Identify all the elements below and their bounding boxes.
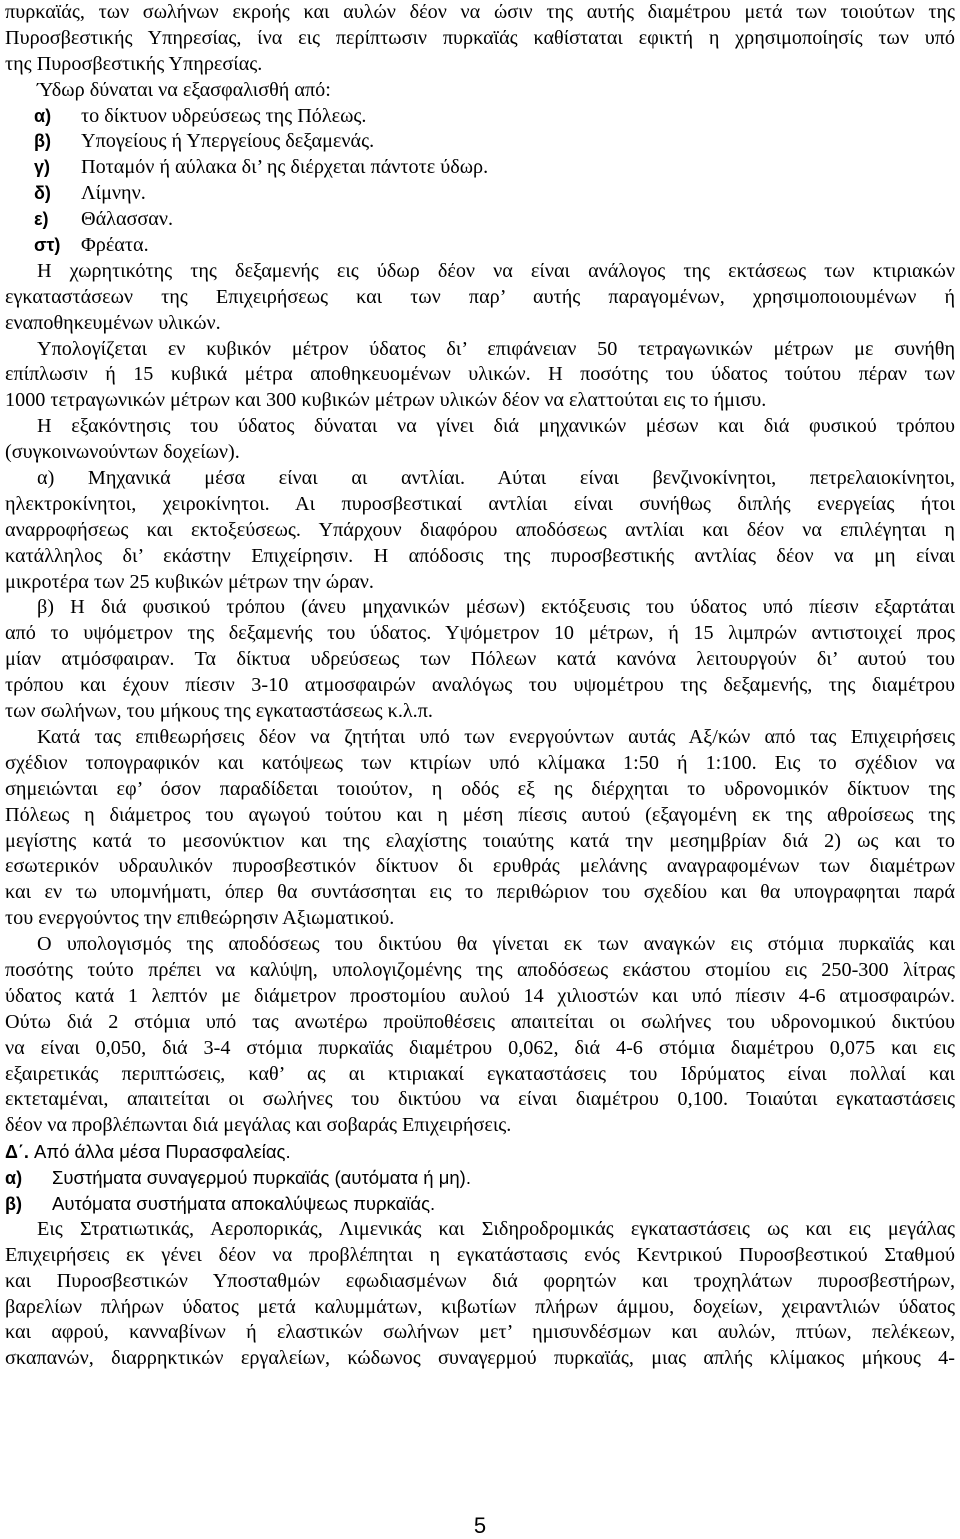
text-line: Επιχειρήσεις εκ γένει δέον να προβλέπηται η εγκατάστασις ενός Κεντρικού Πυροσβεστικού Σταθμού (5, 1243, 955, 1266)
section-label: Δ΄. (5, 1142, 29, 1163)
text-line: Εις Στρατιωτικάς, Αεροπορικάς, Λιμενικάς και Σιδηροδρομικάς εγκαταστάσεις ως και εις μεγάλας (37, 1217, 955, 1240)
list-item (5, 129, 955, 155)
text-line: Πυροσβεστικής Υπηρεσίας, ίνα εις περίπτωσιν πυρκαϊάς καθίσταται εφικτή η χρησιμοποίησίς των υπό (5, 26, 955, 49)
text-line: να είναι 0,050, διά 3-4 στόμια πυρκαϊάς διαμέτρου 0,062, διά 4-6 στόμια διαμέτρου 0,075 και εις (5, 1036, 955, 1059)
text-line: εσωτερικόν υδραυλικόν πυροσβεστικόν δίκτυον δι ερυθράς μελάνης αναγραφομένων των διαμέτρων (5, 855, 955, 878)
list-text: το δίκτυον υδρεύσεως της Πόλεως. (81, 104, 367, 127)
text-line: ύδατος κατά 1 λεπτόν με διάμετρον προστομίου αυλού 14 χιλιοστών και υπό πίεσιν 4-6 ατμοσφαιρών. (5, 984, 955, 1007)
text-line: σχέδιον τοπογραφικόν και κατόψεως των κτιρίων υπό κλίμακα 1:50 ή 1:100. Εις το σχέδιον να (5, 751, 955, 774)
list-text: Αυτόματα συστήματα αποκαλύψεως πυρκαϊάς. (52, 1192, 436, 1214)
text-line: ηλεκτροκίνητοι, χειροκίνητοι. Αι πυροσβεστικαί αντλίαι είναι συνήθως διπλής ενεργείας ήτοι (5, 492, 955, 515)
text-line: Κατά τας επιθεωρήσεις δέον να ζητήται υπό των ενεργούντων αυτάς Αξ/κών από τας Επιχειρήσεις (37, 725, 955, 748)
text-line: και εν τω υπομνήματι, όπερ θα συντάσσηται εις το περιθώριον του σχεδίου και θα υπογραφηται παρά (5, 881, 955, 904)
list-label: α) (34, 105, 52, 126)
text-line: μικροτέρα των 25 κυβικών μέτρων την ώραν. (5, 570, 374, 593)
text-line: σκαπανών, διαρρηκτικών εργαλείων, κώδωνος συναγερμού πυρκαϊάς, μιας απλής κλίμακος μήκους 4- (5, 1347, 955, 1370)
text-line: α) Μηχανικά μέσα είναι αι αντλίαι. Αύται είναι βενζινοκίνητοι, πετρελαιοκίνητοι, (37, 467, 955, 490)
text-line: κατάλληλος δι’ εκάστην Επιχείρησιν. Η απόδοσις της πυροσβεστικής αντλίας δέον να μη είναι (5, 544, 955, 567)
text-line: δέον να προβλέπωνται διά μεγάλας και σοβαράς Επιχειρήσεις. (5, 1114, 512, 1137)
text-line: Πόλεως η διάμετρος του αγωγού τούτου και η μέση πίεσις αυτού (εξαγομένη εκ της αθροίσεως της (5, 803, 955, 826)
section-heading (5, 1139, 955, 1165)
page-number: 5 (473, 1513, 487, 1538)
list-item (5, 104, 955, 130)
text-line: των σωλήνων, του μήκους της εγκαταστάσεως κ.λ.π. (5, 700, 433, 723)
list-item (5, 207, 955, 233)
text-line: εναποθηκευμένων υλικών. (5, 311, 221, 334)
list-text: Υπογείους ή Υπεργείους δεξαμενάς. (81, 130, 375, 153)
text-line: αναρροφήσεως και εκτοξεύσεως. Υπάρχουν διαφόρου αποδόσεως αντλίαι και δέον να επιλέγηται η (5, 518, 955, 541)
text-line: μίαν ατμόσφαιραν. Τα δίκτυα υδρεύσεως των Πόλεων κατά κανόνα λειτουργούν δι’ αυτού του (5, 648, 955, 671)
list-label: ε) (34, 209, 49, 230)
list-label: γ) (34, 157, 51, 178)
text-line: Ούτω διά 2 στόμια υπό τας ανωτέρω προϋποθέσεις απαιτείται οι σωλήνες του υδρονομικού δικτύου (5, 1010, 955, 1033)
list-item (5, 155, 955, 181)
list-label: β) (34, 131, 51, 152)
text-line: και Πυροσβεστικών Υποσταθμών εφωδιασμένων διά φορητών και τροχηλάτων πυροσβεστήρων, (5, 1269, 955, 1292)
list-item (5, 1165, 955, 1191)
text-line: τρόπου και έχουν πίεσιν 3-10 ατμοσφαιρών αναλόγως του υψομέτρου της δεξαμενής, της διαμέτρου (5, 674, 955, 697)
text-line: εκτεταμέναι, απαιτείται οι σωλήνες του δικτύου να είναι διαμέτρου 0,100. Τοιαύται εγκαταστάσεις (5, 1088, 955, 1111)
text-line: μεγίστης κατά το μεσονύκτιον και της ελαχίστης τοιαύτης κατά την μεσημβρίαν διά 2) ως και το (5, 829, 955, 852)
list-text: Φρέατα. (81, 234, 149, 257)
text-line: (συγκοινωνούντων δοχείων). (5, 441, 240, 464)
list-label: στ) (34, 235, 61, 256)
text-line: 1000 τετραγωνικών μέτρων και 300 κυβικών μέτρων υλικών δέον να ελαττούται εις το ήμισυ. (5, 389, 767, 412)
text-line: ποσότης τούτο πρέπει να καλύψη, υπολογιζομένης της αποδόσεως εκάστου στομίου εις 250-300 λίτρας (5, 958, 955, 981)
text-line: Η χωρητικότης της δεξαμενής εις ύδωρ δέον να είναι ανάλογος της εκτάσεως των κτιριακών (37, 259, 955, 282)
text-line: Η εξακόντησις του ύδατος δύναται να γίνει διά μηχανικών μέσων και διά φυσικού τρόπου (37, 415, 955, 438)
list-item (5, 233, 955, 259)
list-label: β) (5, 1193, 22, 1214)
list-item (5, 1191, 955, 1217)
text-line: από το υψόμετρον της δεξαμενής του ύδατος. Υψόμετρον 10 μέτρων, ή 15 λιμπρών αντιστοιχεί προς (5, 622, 955, 645)
text-line: εξαιρετικάς περιπτώσεις, καθ’ ας αι κτιριακαί εγκαταστάσεις του Ιδρύματος είναι πολλαί και (5, 1062, 955, 1085)
list-label: δ) (34, 183, 51, 204)
text-line: και αφρού, κανναβίνων ή ελαστικών σωλήνων μετ’ ημισυνδέσμων και αυλών, πτύων, πελέκεων, (5, 1321, 955, 1344)
text-line: πυρκαϊάς, των σωλήνων εκροής και αυλών δέον να ώσιν της αυτής διαμέτρου μετά των τοιούτων της (5, 1, 955, 23)
text-line: Ο υπολογισμός της αποδόσεως του δικτύου θα γίνεται εκ των αναγκών εις στόμια πυρκαϊάς και (37, 933, 955, 956)
document-page (5, 0, 955, 1372)
list-text: Ποταμόν ή αύλακα δι’ ης διέρχεται πάντοτε ύδωρ. (81, 156, 489, 179)
text-line: Ύδωρ δύναται να εξασφαλισθή από: (37, 78, 331, 101)
text-line: βαρελίων πλήρων ύδατος μετά καλυμμάτων, κιβωτίων πλήρων άμμου, δοχείων, χειραντλιών ύδατος (5, 1295, 955, 1318)
text-line: επίπλωσιν ή 15 κυβικά μέτρα αποθηκευομένων υλικών. Η ποσότης του ύδατος τούτου πέραν των (5, 363, 955, 386)
list-text: Θάλασσαν. (81, 208, 174, 231)
section-title: Από άλλα μέσα Πυρασφαλείας. (33, 1141, 291, 1163)
text-line: εγκαταστάσεων της Επιχειρήσεως και των παρ’ αυτής παραγομένων, χρησιμοποιουμένων ή (5, 285, 955, 308)
list-item (5, 181, 955, 207)
text-line: Υπολογίζεται εν κυβικόν μέτρον ύδατος δι’ επιφάνειαν 50 τετραγωνικών μέτρων με συνήθη (37, 337, 955, 360)
list-text: Λίμνην. (81, 182, 146, 205)
text-line: σημειώνται εφ’ όσον παραδίδεται τοιούτον, η οδός εξ ης διέρχηται το υδρονομικόν δίκτυον της (5, 777, 955, 800)
text-line: της Πυροσβεστικής Υπηρεσίας. (5, 52, 263, 75)
list-text: Συστήματα συναγερμού πυρκαϊάς (αυτόματα ή μη). (52, 1167, 471, 1189)
text-line: του ενεργούντος την επιθεώρησιν Αξιωματικού. (5, 907, 395, 930)
list-label: α) (5, 1168, 23, 1189)
text-line: β) Η διά φυσικού τρόπου (άνευ μηχανικών μέσων) εκτόξευσις του ύδατος υπό πίεσιν εξαρτάται (37, 596, 955, 619)
